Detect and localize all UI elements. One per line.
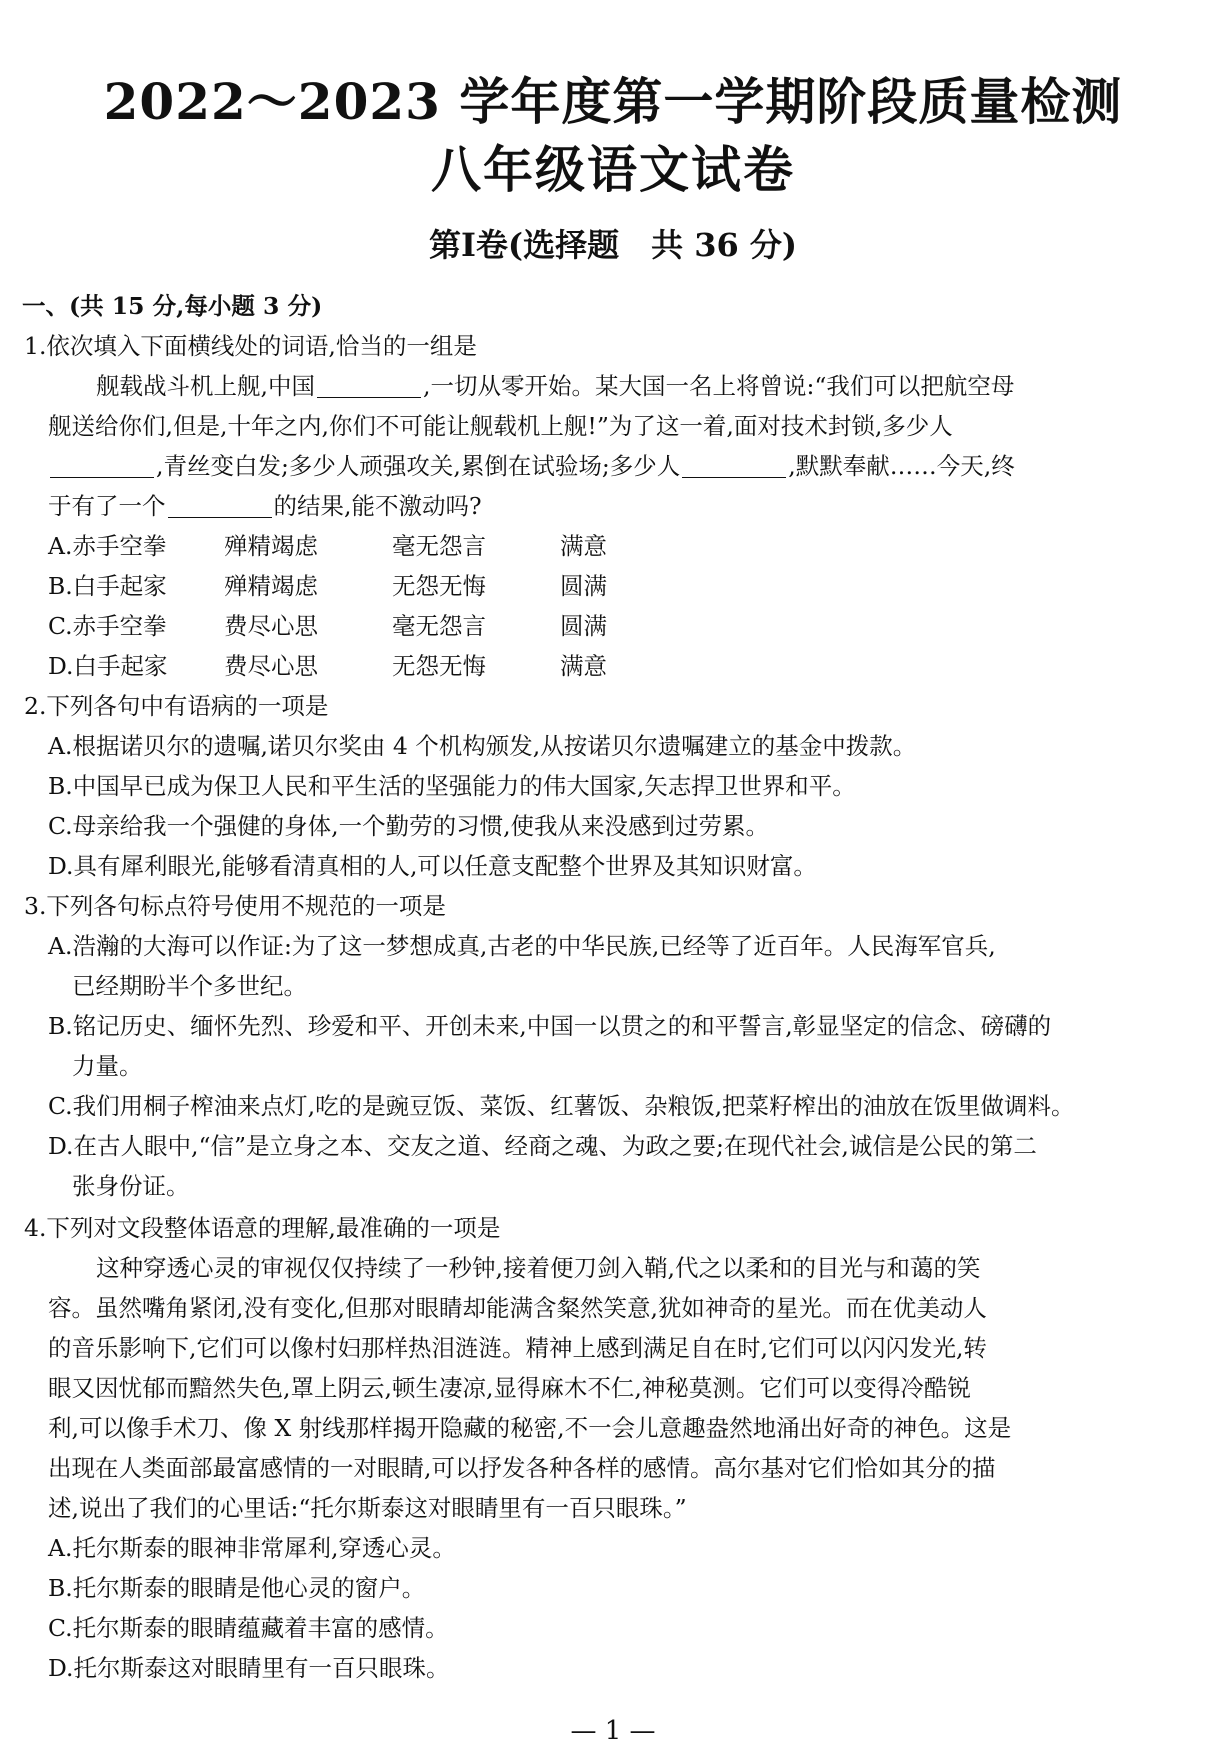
option-word: 满意: [560, 532, 607, 560]
q2-option-a: A.根据诺贝尔的遗嘱,诺贝尔奖由 4 个机构颁发,从按诺贝尔遗嘱建立的基金中拨款。: [48, 732, 917, 760]
q1-passage-text: ,一切从零开始。某大国一名上将曾说:“我们可以把航空母: [422, 372, 1015, 400]
q3-option-b: B.铭记历史、缅怀先烈、珍爱和平、开创未来,中国一以贯之的和平誓言,彰显坚定的信念、磅礴的: [48, 1012, 1052, 1040]
option-word: 圆满: [560, 572, 607, 600]
option-word: 满意: [560, 652, 607, 680]
q1-passage-line-2: [48, 410, 953, 442]
q2-option-c: C.母亲给我一个强健的身体,一个勤劳的习惯,使我从来没感到过劳累。: [48, 812, 770, 840]
q4-passage-line: 述,说出了我们的心里话:“托尔斯泰这对眼睛里有一百只眼珠。”: [48, 1494, 687, 1522]
q4-passage-line: 眼又因忧郁而黯然失色,罩上阴云,顿生凄凉,显得麻木不仁,神秘莫测。它们可以变得冷酷锐: [48, 1374, 971, 1402]
q1-option-d: [48, 650, 607, 682]
option-word: 费尽心思: [224, 652, 318, 680]
q3-option-d-cont: 张身份证。: [72, 1172, 190, 1200]
q1-option-c: [48, 610, 607, 642]
exam-title: 2022～2023 学年度第一学期阶段质量检测: [103, 72, 1123, 131]
q3-option-d: D.在古人眼中,“信”是立身之本、交友之道、经商之魂、为政之要;在现代社会,诚信是公民的第二: [48, 1132, 1037, 1160]
q1-blank-4: [168, 495, 272, 518]
q1-option-b: [48, 570, 607, 602]
q2-option-d: D.具有犀利眼光,能够看清真相的人,可以任意支配整个世界及其知识财富。: [48, 852, 817, 880]
q2-option-b: B.中国早已成为保卫人民和平生活的坚强能力的伟大国家,矢志捍卫世界和平。: [48, 772, 856, 800]
q4-passage-line: 容。虽然嘴角紧闭,没有变化,但那对眼睛却能满含粲然笑意,犹如神奇的星光。而在优美动人: [48, 1294, 987, 1322]
q4-passage-line: 出现在人类面部最富感情的一对眼睛,可以抒发各种各样的感情。高尔基对它们恰如其分的描: [48, 1454, 996, 1482]
q4-option-c: C.托尔斯泰的眼睛蕴藏着丰富的感情。: [48, 1614, 449, 1642]
q3-stem: 3.下列各句标点符号使用不规范的一项是: [24, 892, 446, 920]
q4-option-a: A.托尔斯泰的眼神非常犀利,穿透心灵。: [48, 1534, 456, 1562]
q4-stem: 4.下列对文段整体语意的理解,最准确的一项是: [24, 1214, 501, 1242]
option-word: 殚精竭虑: [224, 572, 318, 600]
option-label: A.赤手空拳: [48, 532, 167, 560]
exam-subtitle: 八年级语文试卷: [431, 140, 795, 199]
q1-passage-text: 舰送给你们,但是,十年之内,你们不可能让舰载机上舰!”为了这一着,面对技术封锁,多少人: [48, 412, 953, 440]
q1-passage-text: ,默默奉献……今天,终: [788, 452, 1015, 480]
q1-stem: 1.依次填入下面横线处的词语,恰当的一组是: [24, 332, 477, 360]
q4-option-d: D.托尔斯泰这对眼睛里有一百只眼珠。: [48, 1654, 450, 1682]
q3-option-b-cont: 力量。: [72, 1052, 143, 1080]
q4-passage-line: 这种穿透心灵的审视仅仅持续了一秒钟,接着便刀剑入鞘,代之以柔和的目光与和蔼的笑: [96, 1254, 981, 1282]
option-word: 毫无怨言: [392, 612, 486, 640]
q1-blank-1: [317, 375, 421, 398]
section-heading: 一、(共 15 分,每小题 3 分): [22, 292, 323, 320]
q1-passage-text: 于有了一个: [48, 492, 166, 520]
option-word: 殚精竭虑: [224, 532, 318, 560]
option-word: 圆满: [560, 612, 607, 640]
page-number: — 1 —: [570, 1716, 656, 1746]
q1-option-a: [48, 530, 607, 562]
part-heading: 第Ⅰ卷(选择题 共 36 分): [428, 226, 798, 264]
q4-passage-line: 的音乐影响下,它们可以像村妇那样热泪涟涟。精神上感到满足自在时,它们可以闪闪发光,转: [48, 1334, 987, 1362]
option-word: 毫无怨言: [392, 532, 486, 560]
q1-blank-3: [682, 455, 786, 478]
q1-passage-line-4: [48, 490, 482, 522]
option-label: B.白手起家: [48, 572, 167, 600]
q2-stem: 2.下列各句中有语病的一项是: [24, 692, 329, 720]
q3-option-c: C.我们用桐子榨油来点灯,吃的是豌豆饭、菜饭、红薯饭、杂粮饭,把菜籽榨出的油放在饭里做调料。: [48, 1092, 1075, 1120]
q1-passage-text: 的结果,能不激动吗?: [273, 492, 482, 520]
q3-option-a-cont: 已经期盼半个多世纪。: [72, 972, 307, 1000]
q1-passage-text: ,青丝变白发;多少人顽强攻关,累倒在试验场;多少人: [156, 452, 681, 480]
option-word: 费尽心思: [224, 612, 318, 640]
option-label: D.白手起家: [48, 652, 168, 680]
q1-passage-line-3: [48, 450, 1015, 482]
q1-blank-2: [50, 455, 154, 478]
option-label: C.赤手空拳: [48, 612, 167, 640]
q3-option-a: A.浩瀚的大海可以作证:为了这一梦想成真,古老的中华民族,已经等了近百年。人民海军官兵,: [48, 932, 996, 960]
q1-passage-text: 舰载战斗机上舰,中国: [96, 372, 315, 400]
q4-option-b: B.托尔斯泰的眼睛是他心灵的窗户。: [48, 1574, 426, 1602]
option-word: 无怨无悔: [392, 652, 486, 680]
q1-passage-line-1: [96, 370, 1014, 402]
q4-passage-line: 利,可以像手术刀、像 X 射线那样揭开隐藏的秘密,不一会儿意趣盎然地涌出好奇的神色。这是: [48, 1414, 1012, 1442]
option-word: 无怨无悔: [392, 572, 486, 600]
